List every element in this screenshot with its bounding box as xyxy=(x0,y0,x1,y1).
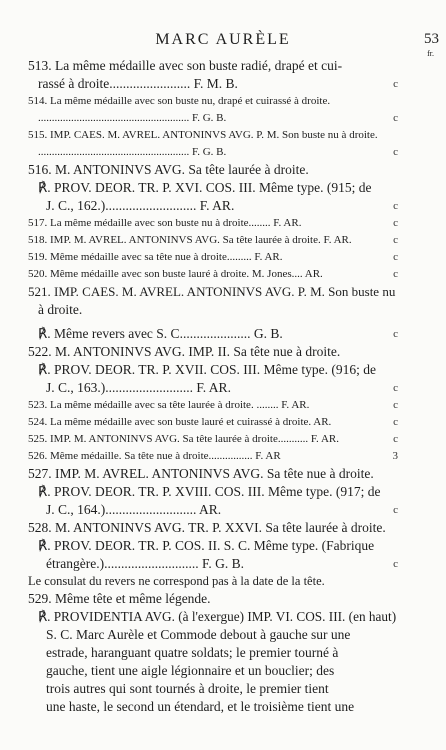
text-line xyxy=(28,266,412,283)
text-line xyxy=(28,161,412,179)
line-text: 525. IMP. M. ANTONINVS AVG. Sa tête laurée à droite........... F. AR. xyxy=(28,433,339,445)
line-text: ....................................................... F. G. B. xyxy=(38,146,227,158)
line-text: trois autres qui sont tournés à droite, le premier tient xyxy=(46,681,329,696)
text-line xyxy=(28,590,412,608)
note-line xyxy=(28,573,412,590)
text-line xyxy=(38,110,412,127)
text-line xyxy=(38,144,412,161)
text-line xyxy=(46,501,412,519)
text-line xyxy=(38,483,412,501)
catalogue-body xyxy=(0,57,446,716)
line-text: étrangère.)............................ F. G. B. xyxy=(46,556,245,571)
rarity-mark: c xyxy=(393,112,398,124)
line-text: gauche, tient une aigle légionnaire et un bouclier; des xyxy=(46,663,335,678)
text-line xyxy=(28,343,412,361)
text-line xyxy=(38,179,412,197)
line-text: Le consulat du revers ne correspond pas à la date de la tête. xyxy=(28,574,325,588)
text-line xyxy=(28,448,412,465)
rarity-mark: c xyxy=(393,416,398,428)
text-line xyxy=(38,325,412,343)
line-text: estrade, haranguant quatre soldats; le premier tourné à xyxy=(46,645,339,660)
line-text: 527. IMP. M. AVREL. ANTONINVS AVG. Sa tête nue à droite. xyxy=(28,466,374,481)
text-line xyxy=(46,662,412,680)
text-line xyxy=(28,465,412,483)
line-text: ℟. PROV. DEOR. TR. P. XVI. COS. III. Même type. (915; de xyxy=(38,180,372,195)
rarity-mark: c xyxy=(393,234,398,246)
text-line xyxy=(46,644,412,662)
text-line xyxy=(46,555,412,573)
page-number: 53 xyxy=(424,31,439,47)
rarity-mark: c xyxy=(393,217,398,229)
text-line xyxy=(28,93,412,110)
line-text: 526. Même médaille. Sa tête nue à droite................ F. AR xyxy=(28,450,281,462)
line-text: 513. La même médaille avec son buste radié, drapé et cui- xyxy=(28,58,343,73)
rarity-mark: c xyxy=(393,433,398,445)
line-text: 524. La même médaille avec son buste lauré et cuirassé à droite. AR. xyxy=(28,416,332,428)
text-line xyxy=(28,519,412,537)
text-line xyxy=(28,283,412,301)
text-line xyxy=(38,301,412,319)
line-text: 523. La même médaille avec sa tête laurée à droite. ........ F. AR. xyxy=(28,399,310,411)
text-line xyxy=(38,537,412,555)
line-text: S. C. Marc Aurèle et Commode debout à gauche sur une xyxy=(46,627,351,642)
page-header xyxy=(0,31,446,58)
line-text: à droite. xyxy=(38,302,83,317)
running-title: MARC AURÈLE xyxy=(155,31,291,48)
text-line xyxy=(46,626,412,644)
line-text: 529. Même tête et même légende. xyxy=(28,591,211,606)
line-text: 514. La même médaille avec son buste nu, drapé et cuirassé à droite. xyxy=(28,95,331,107)
line-text: ℟. PROV. DEOR. TR. P. COS. II. S. C. Même type. (Fabrique xyxy=(38,538,375,553)
text-line xyxy=(38,608,412,626)
rarity-mark: c xyxy=(393,78,398,90)
rarity-mark: c xyxy=(393,382,398,394)
text-line xyxy=(38,75,412,93)
text-line xyxy=(28,414,412,431)
line-text: ℟. PROV. DEOR. TR. P. XVII. COS. III. Même type. (916; de xyxy=(38,362,376,377)
rarity-mark: c xyxy=(393,328,398,340)
text-line xyxy=(28,397,412,414)
rarity-mark: c xyxy=(393,200,398,212)
line-text: J. C., 163.).......................... F. AR. xyxy=(46,380,231,395)
line-text: 519. Même médaille avec sa tête nue à droite......... F. AR. xyxy=(28,251,283,263)
text-line xyxy=(46,379,412,397)
rarity-mark: c xyxy=(393,399,398,411)
line-text: ℟. PROVIDENTIA AVG. (à l'exergue) IMP. VI. COS. III. (en haut) xyxy=(38,609,397,624)
rarity-mark: c xyxy=(393,251,398,263)
rarity-mark: c xyxy=(393,558,398,570)
line-text: une haste, le second un étendard, et le troisième tient une xyxy=(46,699,355,714)
line-text: 518. IMP. M. AVREL. ANTONINVS AVG. Sa tête laurée à droite. F. AR. xyxy=(28,234,352,246)
line-text: ℟. PROV. DEOR. TR. P. XVIII. COS. III. Même type. (917; de xyxy=(38,484,381,499)
text-line xyxy=(46,698,412,716)
text-line xyxy=(28,249,412,266)
rarity-mark: c xyxy=(393,504,398,516)
text-line xyxy=(28,57,412,75)
line-text: 522. M. ANTONINVS AVG. IMP. II. Sa tête nue à droite. xyxy=(28,344,341,359)
text-line xyxy=(28,431,412,448)
line-text: J. C., 162.)........................... F. AR. xyxy=(46,198,235,213)
line-text: rassé à droite........................ F. M. B. xyxy=(38,76,238,91)
text-line xyxy=(28,127,412,144)
text-line xyxy=(28,215,412,232)
rarity-mark: 3 xyxy=(392,450,398,462)
line-text: 528. M. ANTONINVS AVG. TR. P. XXVI. Sa tête laurée à droite. xyxy=(28,520,386,535)
price-column-heading: fr. xyxy=(427,49,434,58)
line-text: 516. M. ANTONINVS AVG. Sa tête laurée à droite. xyxy=(28,162,309,177)
text-line xyxy=(46,680,412,698)
line-text: ....................................................... F. G. B. xyxy=(38,112,227,124)
line-text: 520. Même médaille avec son buste lauré à droite. M. Jones.... AR. xyxy=(28,268,323,280)
rarity-mark: c xyxy=(393,268,398,280)
text-line xyxy=(28,232,412,249)
line-text: 517. La même médaille avec son buste nu à droite........ F. AR. xyxy=(28,217,302,229)
text-line xyxy=(46,197,412,215)
rarity-mark: c xyxy=(393,146,398,158)
line-text: ℟. Même revers avec S. C..................... G. B. xyxy=(38,326,283,341)
line-text: 515. IMP. CAES. M. AVREL. ANTONINVS AVG. P. M. Son buste nu à droite. xyxy=(28,129,378,141)
text-line xyxy=(38,361,412,379)
line-text: 521. IMP. CAES. M. AVREL. ANTONINVS AVG. P. M. Son buste nu xyxy=(28,284,396,299)
line-text: J. C., 164.)........................... AR. xyxy=(46,502,222,517)
